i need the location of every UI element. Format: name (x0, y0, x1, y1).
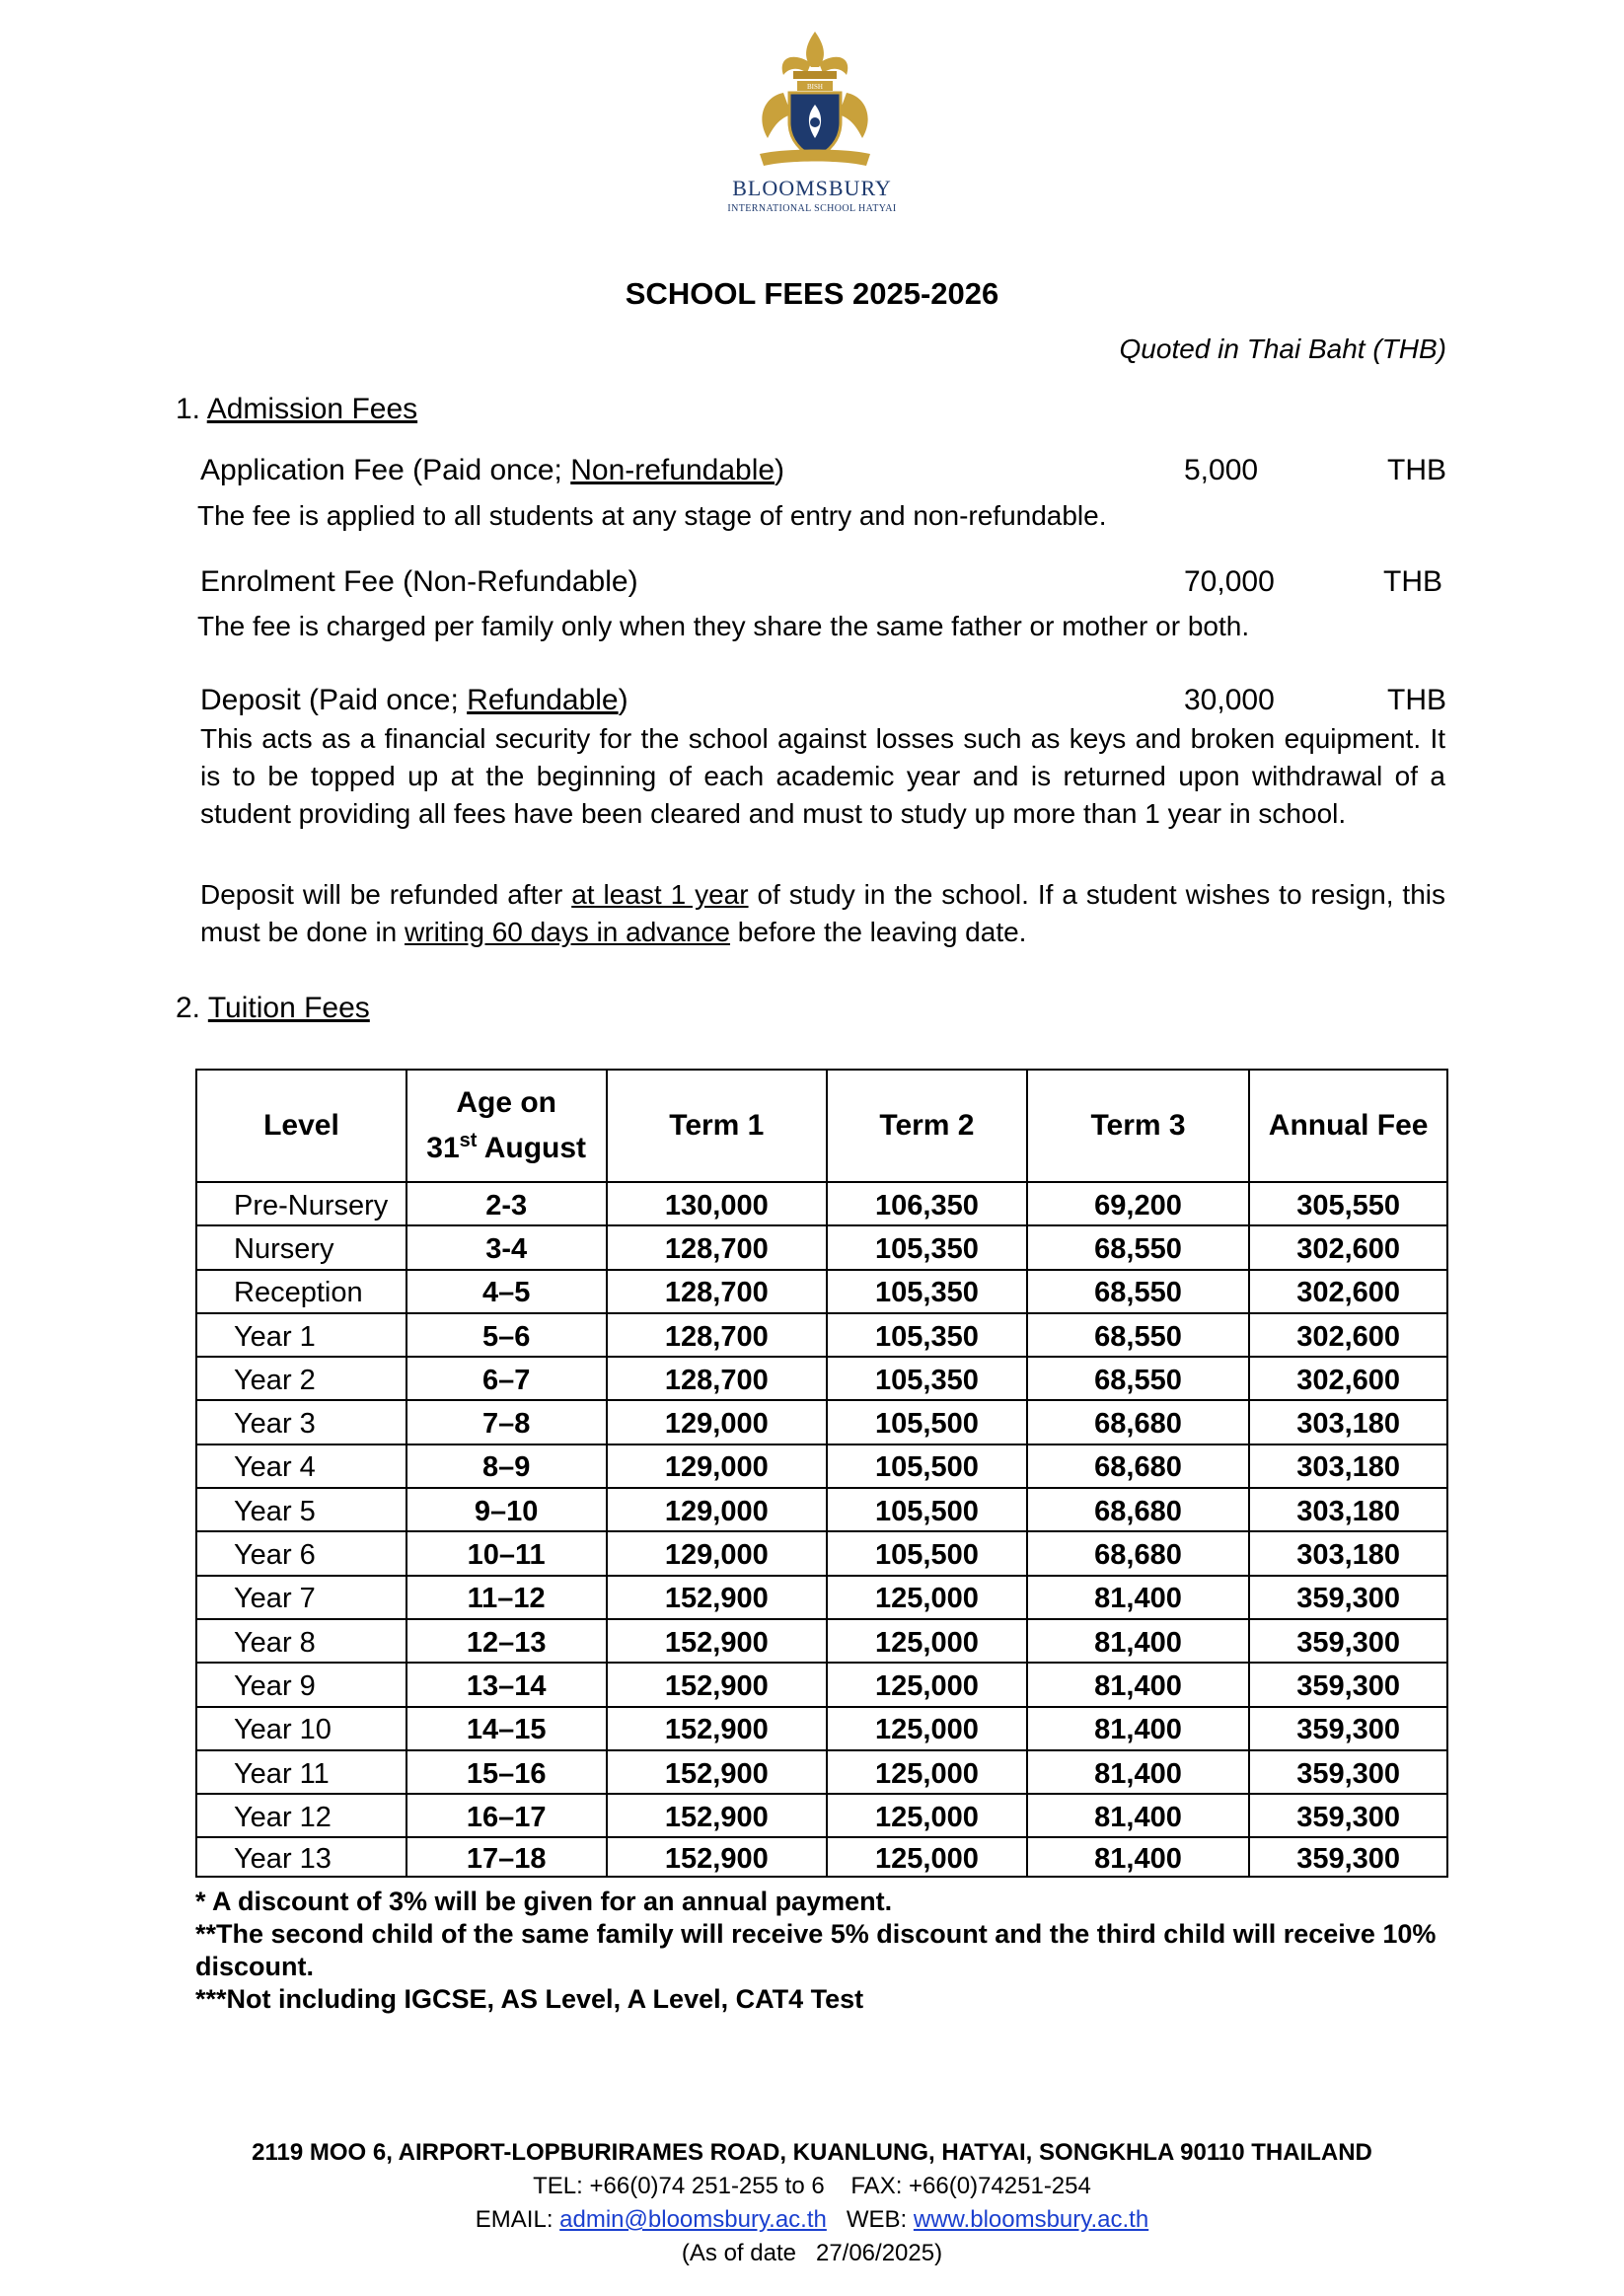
cell-annual: 303,180 (1249, 1444, 1447, 1488)
deposit-currency: THB (1387, 684, 1446, 716)
application-fee-currency: THB (1387, 454, 1446, 486)
table-row (196, 1488, 1447, 1531)
header-level: Level (196, 1070, 406, 1182)
table-row (196, 1619, 1447, 1663)
enrolment-fee-description: The fee is charged per family only when they share the same father or mother or both. (197, 611, 1250, 641)
cell-age: 15–16 (406, 1750, 607, 1794)
cell-term3: 81,400 (1027, 1837, 1250, 1877)
cell-term1: 129,000 (607, 1400, 828, 1444)
cell-term2: 125,000 (827, 1750, 1027, 1794)
cell-annual: 302,600 (1249, 1270, 1447, 1313)
cell-term2: 106,350 (827, 1182, 1027, 1225)
cell-term1: 128,700 (607, 1357, 828, 1400)
cell-annual: 359,300 (1249, 1837, 1447, 1877)
cell-term3: 68,550 (1027, 1225, 1250, 1269)
cell-level: Year 13 (196, 1837, 406, 1877)
deposit-description: This acts as a financial security for the school against losses such as keys and broken equipment. It is to be topped up at the beginning of each academic year and is returned upon withdrawal of a student providing all fees have been cleared and must to study up more than 1 year in school. (200, 723, 1445, 829)
cell-term3: 68,680 (1027, 1444, 1250, 1488)
cell-term1: 152,900 (607, 1663, 828, 1706)
deposit-label: Deposit (Paid once; Refundable) (200, 684, 628, 716)
school-crest-logo (746, 28, 884, 176)
cell-term1: 128,700 (607, 1313, 828, 1357)
cell-term3: 68,550 (1027, 1313, 1250, 1357)
cell-term2: 125,000 (827, 1837, 1027, 1877)
email-link[interactable]: admin@bloomsbury.ac.th (559, 2206, 827, 2233)
cell-age: 12–13 (406, 1619, 607, 1663)
cell-term2: 125,000 (827, 1619, 1027, 1663)
table-row (196, 1357, 1447, 1400)
cell-level: Year 7 (196, 1576, 406, 1619)
note-exclusions: ***Not including IGCSE, AS Level, A Level, CAT4 Test (195, 1984, 864, 2014)
cell-age: 4–5 (406, 1270, 607, 1313)
cell-term3: 81,400 (1027, 1794, 1250, 1837)
cell-term2: 125,000 (827, 1576, 1027, 1619)
cell-annual: 359,300 (1249, 1619, 1447, 1663)
cell-term3: 69,200 (1027, 1182, 1250, 1225)
cell-annual: 359,300 (1249, 1576, 1447, 1619)
section-number: 1. (176, 393, 201, 425)
cell-age: 3-4 (406, 1225, 607, 1269)
cell-term2: 125,000 (827, 1794, 1027, 1837)
cell-level: Year 2 (196, 1357, 406, 1400)
enrolment-fee-amount: 70,000 (1184, 565, 1275, 598)
document-title: SCHOOL FEES 2025-2026 (625, 276, 999, 311)
cell-term3: 68,680 (1027, 1400, 1250, 1444)
enrolment-fee-row (200, 565, 1446, 605)
cell-term1: 129,000 (607, 1531, 828, 1575)
cell-level: Year 6 (196, 1531, 406, 1575)
cell-term3: 68,680 (1027, 1488, 1250, 1531)
cell-age: 5–6 (406, 1313, 607, 1357)
cell-annual: 359,300 (1249, 1707, 1447, 1750)
enrolment-fee-label: Enrolment Fee (Non-Refundable) (200, 565, 638, 598)
cell-annual: 302,600 (1249, 1225, 1447, 1269)
cell-age: 17–18 (406, 1837, 607, 1877)
cell-level: Pre-Nursery (196, 1182, 406, 1225)
table-row (196, 1400, 1447, 1444)
cell-term3: 81,400 (1027, 1707, 1250, 1750)
cell-level: Year 1 (196, 1313, 406, 1357)
cell-level: Year 10 (196, 1707, 406, 1750)
school-subtitle: INTERNATIONAL SCHOOL HATYAI (727, 203, 897, 214)
note-sibling-discount: **The second child of the same family will receive 5% discount and the third child will receive 10% discount. (195, 1919, 1437, 1981)
cell-annual: 359,300 (1249, 1750, 1447, 1794)
table-row (196, 1225, 1447, 1269)
cell-term1: 129,000 (607, 1488, 828, 1531)
cell-term1: 152,900 (607, 1707, 828, 1750)
section-title: Tuition Fees (207, 992, 370, 1024)
cell-level: Nursery (196, 1225, 406, 1269)
table-row (196, 1182, 1447, 1225)
cell-level: Reception (196, 1270, 406, 1313)
cell-term1: 152,900 (607, 1619, 828, 1663)
header-term1: Term 1 (607, 1070, 828, 1182)
table-row (196, 1794, 1447, 1837)
school-name: BLOOMSBURY (732, 176, 892, 200)
table-row (196, 1270, 1447, 1313)
cell-term1: 152,900 (607, 1750, 828, 1794)
cell-level: Year 9 (196, 1663, 406, 1706)
header-age: Age on 31st August (406, 1070, 607, 1182)
cell-term1: 128,700 (607, 1225, 828, 1269)
table-row (196, 1837, 1447, 1877)
table-row (196, 1576, 1447, 1619)
section-title: Admission Fees (206, 393, 418, 425)
cell-term2: 105,500 (827, 1531, 1027, 1575)
cell-term2: 105,500 (827, 1444, 1027, 1488)
application-fee-description: The fee is applied to all students at any stage of entry and non-refundable. (197, 500, 1107, 531)
cell-term1: 152,900 (607, 1794, 828, 1837)
cell-term3: 81,400 (1027, 1619, 1250, 1663)
cell-age: 13–14 (406, 1663, 607, 1706)
footer-online: EMAIL: admin@bloomsbury.ac.th WEB: www.bloomsbury.ac.th (475, 2206, 1149, 2233)
cell-term2: 105,350 (827, 1313, 1027, 1357)
cell-term2: 105,350 (827, 1270, 1027, 1313)
cell-age: 9–10 (406, 1488, 607, 1531)
application-fee-amount: 5,000 (1184, 454, 1259, 486)
table-row (196, 1707, 1447, 1750)
cell-annual: 359,300 (1249, 1663, 1447, 1706)
application-fee-label: Application Fee (Paid once; Non-refundable) (200, 454, 785, 486)
cell-level: Year 3 (196, 1400, 406, 1444)
cell-level: Year 12 (196, 1794, 406, 1837)
table-row (196, 1531, 1447, 1575)
deposit-amount: 30,000 (1184, 684, 1275, 716)
cell-age: 2-3 (406, 1182, 607, 1225)
cell-age: 8–9 (406, 1444, 607, 1488)
cell-age: 14–15 (406, 1707, 607, 1750)
header-annual: Annual Fee (1249, 1070, 1447, 1182)
cell-term2: 125,000 (827, 1663, 1027, 1706)
cell-age: 16–17 (406, 1794, 607, 1837)
cell-term1: 129,000 (607, 1444, 828, 1488)
footer-address: 2119 MOO 6, AIRPORT-LOPBURIRAMES ROAD, KUANLUNG, HATYAI, SONGKHLA 90110 THAILAND (252, 2139, 1372, 2166)
cell-level: Year 4 (196, 1444, 406, 1488)
crest-lettering: BISH (807, 83, 823, 91)
cell-age: 7–8 (406, 1400, 607, 1444)
application-fee-row (200, 454, 1446, 493)
currency-note: Quoted in Thai Baht (THB) (1119, 333, 1446, 364)
cell-level: Year 8 (196, 1619, 406, 1663)
cell-annual: 359,300 (1249, 1794, 1447, 1837)
section-heading-tuition (176, 992, 370, 1025)
table-header-row (196, 1070, 1447, 1182)
cell-term3: 68,680 (1027, 1531, 1250, 1575)
table-row (196, 1750, 1447, 1794)
cell-term2: 125,000 (827, 1707, 1027, 1750)
deposit-row (200, 684, 1446, 723)
cell-term1: 152,900 (607, 1576, 828, 1619)
cell-term2: 105,350 (827, 1357, 1027, 1400)
header-term2: Term 2 (827, 1070, 1027, 1182)
cell-annual: 303,180 (1249, 1400, 1447, 1444)
footer-contact: TEL: +66(0)74 251-255 to 6 FAX: +66(0)74251-254 (533, 2173, 1091, 2199)
cell-term3: 81,400 (1027, 1750, 1250, 1794)
cell-term3: 68,550 (1027, 1270, 1250, 1313)
section-heading-admission (176, 393, 417, 426)
website-link[interactable]: www.bloomsbury.ac.th (913, 2206, 1149, 2233)
tuition-fee-table (195, 1069, 1448, 1878)
enrolment-fee-currency: THB (1383, 565, 1442, 598)
cell-annual: 302,600 (1249, 1357, 1447, 1400)
cell-age: 10–11 (406, 1531, 607, 1575)
cell-annual: 303,180 (1249, 1531, 1447, 1575)
footer-date: (As of date 27/06/2025) (681, 2240, 943, 2266)
cell-term1: 130,000 (607, 1182, 828, 1225)
section-number: 2. (176, 992, 201, 1024)
cell-annual: 305,550 (1249, 1182, 1447, 1225)
cell-annual: 303,180 (1249, 1488, 1447, 1531)
table-row (196, 1444, 1447, 1488)
cell-term3: 81,400 (1027, 1663, 1250, 1706)
cell-term2: 105,350 (827, 1225, 1027, 1269)
cell-annual: 302,600 (1249, 1313, 1447, 1357)
cell-age: 6–7 (406, 1357, 607, 1400)
table-row (196, 1663, 1447, 1706)
cell-term3: 81,400 (1027, 1576, 1250, 1619)
table-row (196, 1313, 1447, 1357)
cell-level: Year 11 (196, 1750, 406, 1794)
note-annual-discount: * A discount of 3% will be given for an annual payment. (195, 1887, 893, 1916)
cell-age: 11–12 (406, 1576, 607, 1619)
cell-term2: 105,500 (827, 1400, 1027, 1444)
cell-term3: 68,550 (1027, 1357, 1250, 1400)
header-term3: Term 3 (1027, 1070, 1250, 1182)
deposit-refund-policy: Deposit will be refunded after at least 1 year of study in the school. If a student wishes to resign, this must be done in writing 60 days in advance before the leaving date. (200, 879, 1445, 947)
cell-term2: 105,500 (827, 1488, 1027, 1531)
cell-level: Year 5 (196, 1488, 406, 1531)
cell-term1: 152,900 (607, 1837, 828, 1877)
cell-term1: 128,700 (607, 1270, 828, 1313)
